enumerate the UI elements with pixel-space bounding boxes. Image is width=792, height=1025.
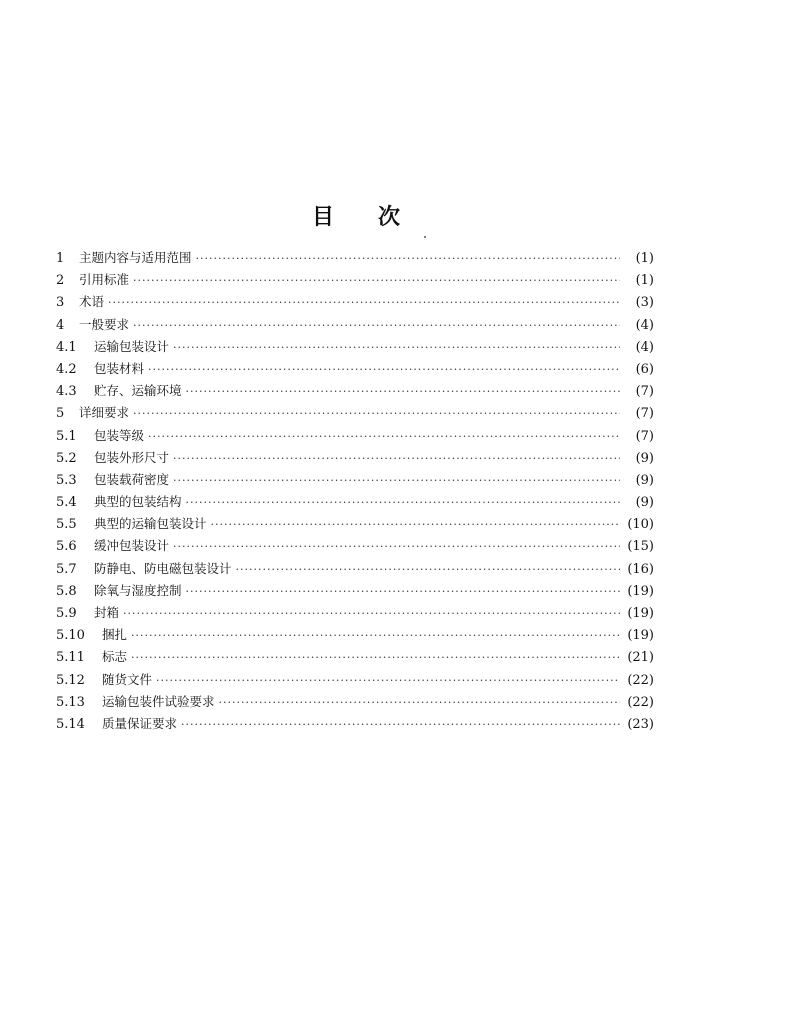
toc-entry-number: 4 <box>56 317 65 333</box>
toc-dot-leader <box>173 341 620 354</box>
toc-entry-number: 5.13 <box>56 694 85 710</box>
table-of-contents <box>56 248 654 736</box>
toc-entry-page: (6) <box>635 361 654 377</box>
toc-dot-leader <box>133 274 620 287</box>
toc-entry <box>56 248 654 270</box>
toc-entry-number: 5.12 <box>56 672 85 688</box>
toc-dot-leader <box>156 674 620 687</box>
toc-entry-label: 主题内容与适用范围 <box>79 250 192 265</box>
toc-entry-page: (1) <box>635 251 654 266</box>
toc-entry-number: 5 <box>56 406 65 422</box>
toc-dot-leader <box>131 629 620 642</box>
scan-speck <box>424 236 426 238</box>
toc-entry-number: 4.1 <box>56 339 77 355</box>
toc-entry <box>56 315 654 337</box>
toc-entry-label: 术语 <box>79 294 105 310</box>
toc-entry-page: (10) <box>627 517 654 533</box>
toc-entry-label: 运输包装设计 <box>94 338 170 354</box>
toc-entry <box>56 403 654 425</box>
toc-dot-leader <box>173 452 620 465</box>
title-char-1: 目 <box>311 205 334 230</box>
toc-entry <box>56 470 654 492</box>
toc-entry <box>56 448 654 470</box>
toc-entry-label: 贮存、运输环境 <box>94 383 182 399</box>
toc-dot-leader <box>181 718 620 731</box>
toc-entry <box>56 559 654 581</box>
toc-entry-label: 缓冲包装设计 <box>94 538 170 554</box>
toc-entry-page: (9) <box>635 472 654 488</box>
toc-entry-page: (19) <box>627 628 654 644</box>
toc-entry-label: 典型的包装结构 <box>94 494 182 510</box>
toc-entry-page: (3) <box>635 295 654 311</box>
toc-entry-page: (22) <box>627 672 654 688</box>
toc-entry-page: (9) <box>635 495 654 511</box>
toc-dot-leader <box>211 518 620 531</box>
toc-entry-number: 5.8 <box>56 583 77 599</box>
toc-entry-page: (15) <box>627 539 654 555</box>
toc-entry-label: 包装载荷密度 <box>94 471 170 487</box>
toc-entry-label: 引用标准 <box>79 272 130 288</box>
toc-entry-label: 防静电、防电磁包装设计 <box>94 560 232 576</box>
toc-entry-number: 4.3 <box>56 384 77 400</box>
toc-dot-leader <box>148 363 620 376</box>
toc-entry <box>56 603 654 625</box>
toc-entry-number: 5.6 <box>56 539 77 555</box>
toc-entry-label: 详细要求 <box>79 405 130 421</box>
toc-entry-label: 质量保证要求 <box>102 715 178 731</box>
toc-entry <box>56 692 654 714</box>
toc-entry <box>56 670 654 692</box>
toc-entry <box>56 426 654 448</box>
toc-entry <box>56 492 654 514</box>
toc-entry-page: (23) <box>627 716 654 732</box>
toc-entry-number: 5.11 <box>56 650 85 666</box>
toc-entry-number: 5.1 <box>56 428 77 444</box>
toc-entry <box>56 625 654 647</box>
toc-entry-label: 捆扎 <box>102 627 128 643</box>
toc-dot-leader <box>173 540 620 553</box>
toc-entry-number: 5.5 <box>56 517 77 533</box>
toc-dot-leader <box>186 496 620 509</box>
page-title <box>0 200 712 231</box>
toc-entry-number: 1 <box>56 251 65 266</box>
toc-entry <box>56 647 654 669</box>
toc-entry-page: (16) <box>627 561 654 577</box>
toc-entry <box>56 581 654 603</box>
toc-entry-label: 包装外形尺寸 <box>94 449 170 465</box>
toc-dot-leader <box>186 585 620 598</box>
toc-entry-page: (7) <box>635 384 654 400</box>
toc-entry-page: (19) <box>627 583 654 599</box>
toc-entry <box>56 270 654 292</box>
toc-entry-number: 5.10 <box>56 628 85 644</box>
toc-entry-page: (4) <box>635 317 654 333</box>
toc-dot-leader <box>236 563 620 576</box>
toc-entry-number: 5.3 <box>56 472 77 488</box>
toc-dot-leader <box>196 252 620 265</box>
toc-entry-number: 3 <box>56 295 65 311</box>
toc-dot-leader <box>219 696 620 709</box>
toc-entry <box>56 381 654 403</box>
toc-entry-label: 封箱 <box>94 605 120 620</box>
title-char-2: 次 <box>378 205 401 230</box>
toc-entry-page: (1) <box>635 273 654 289</box>
toc-entry-number: 5.7 <box>56 561 77 577</box>
toc-entry-label: 一般要求 <box>79 316 130 332</box>
toc-entry-page: (9) <box>635 450 654 466</box>
toc-entry-label: 包装等级 <box>94 427 145 443</box>
toc-entry-label: 标志 <box>102 649 128 665</box>
toc-entry-number: 5.14 <box>56 716 85 732</box>
toc-dot-leader <box>148 430 620 443</box>
toc-entry-page: (22) <box>627 694 654 710</box>
toc-entry-number: 5.9 <box>56 606 77 621</box>
toc-dot-leader <box>173 474 620 487</box>
toc-entry-page: (7) <box>635 428 654 444</box>
toc-dot-leader <box>131 651 620 664</box>
toc-dot-leader <box>186 385 620 398</box>
toc-dot-leader <box>133 319 620 332</box>
toc-entry <box>56 514 654 536</box>
toc-dot-leader <box>133 407 620 420</box>
toc-entry-page: (21) <box>627 650 654 666</box>
toc-entry-page: (19) <box>627 606 654 621</box>
toc-entry-label: 包装材料 <box>94 360 145 376</box>
toc-entry <box>56 536 654 558</box>
toc-dot-leader <box>123 607 620 620</box>
toc-entry-number: 2 <box>56 273 65 289</box>
toc-entry-label: 运输包装件试验要求 <box>102 693 215 709</box>
toc-entry-number: 5.2 <box>56 450 77 466</box>
toc-entry-label: 除氧与湿度控制 <box>94 582 182 598</box>
toc-dot-leader <box>108 296 620 309</box>
toc-entry-number: 4.2 <box>56 361 77 377</box>
toc-entry <box>56 337 654 359</box>
toc-entry-label: 典型的运输包装设计 <box>94 516 207 532</box>
toc-entry <box>56 359 654 381</box>
toc-entry-page: (7) <box>635 406 654 422</box>
toc-entry-page: (4) <box>635 339 654 355</box>
toc-entry-number: 5.4 <box>56 495 77 511</box>
toc-entry <box>56 292 654 314</box>
toc-entry <box>56 714 654 736</box>
toc-entry-label: 随货文件 <box>102 671 153 687</box>
